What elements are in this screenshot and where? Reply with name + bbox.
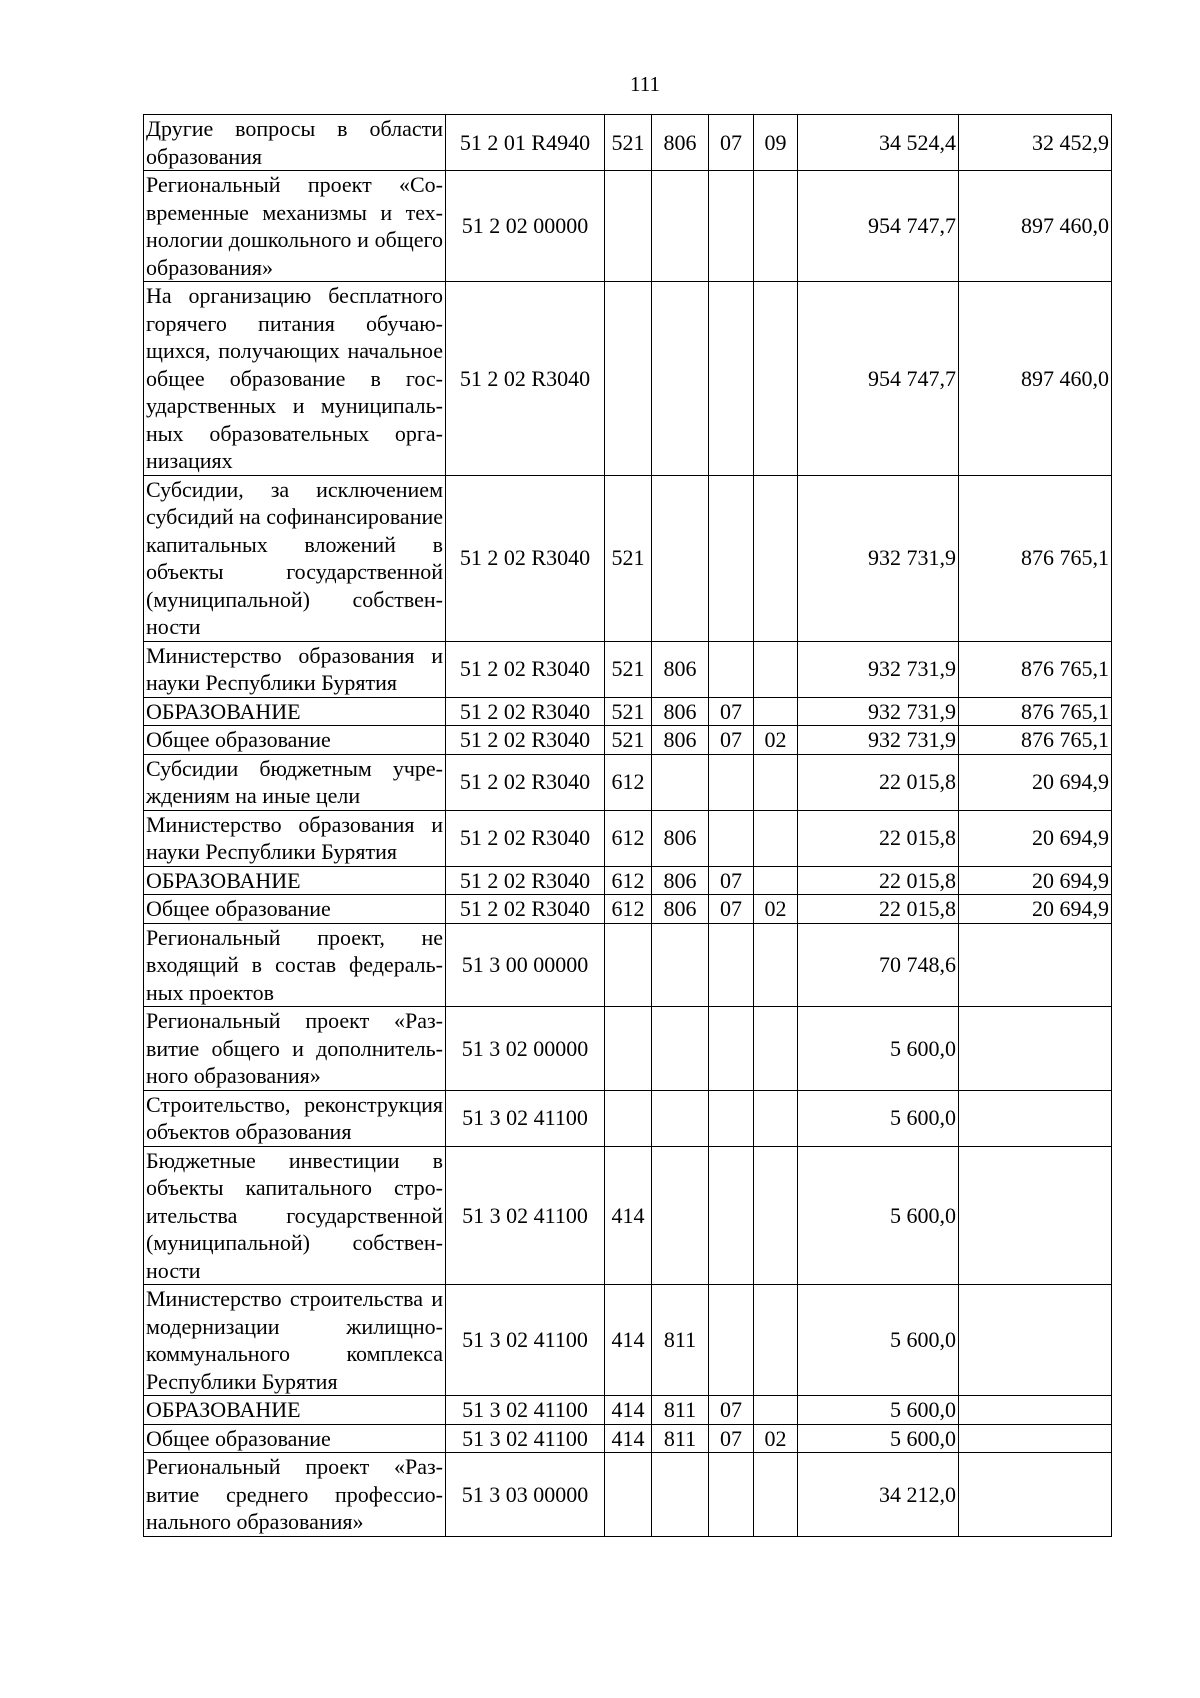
amount-2-cell [959,1453,1112,1537]
subsection-cell: 02 [754,895,798,924]
amount-1-cell: 932 731,9 [798,475,959,641]
amount-1-cell: 954 747,7 [798,171,959,282]
amount-1-cell: 70 748,6 [798,923,959,1007]
target-article-cell: 51 2 02 R3040 [446,895,605,924]
table-row [144,1007,1112,1091]
amount-1-cell: 5 600,0 [798,1090,959,1146]
expense-type-cell [605,1453,652,1537]
ministry-code-cell: 806 [652,895,709,924]
table-row [144,923,1112,1007]
expense-type-cell: 612 [605,866,652,895]
budget-table [143,114,1112,1537]
expense-type-cell: 521 [605,115,652,171]
amount-2-cell: 20 694,9 [959,866,1112,895]
row-name-cell: Бюджетные инвестиции в объекты капитального строительства государственной (муниципальной) собственности [144,1146,446,1285]
subsection-cell [754,1090,798,1146]
table-row [144,1396,1112,1425]
ministry-code-cell [652,1453,709,1537]
amount-1-cell: 5 600,0 [798,1396,959,1425]
amount-1-cell: 22 015,8 [798,895,959,924]
section-cell: 07 [709,866,754,895]
amount-1-cell: 22 015,8 [798,754,959,810]
target-article-cell: 51 3 02 41100 [446,1090,605,1146]
expense-type-cell: 414 [605,1396,652,1425]
amount-1-cell: 5 600,0 [798,1007,959,1091]
row-name-cell: Субсидии, за исключением субсидий на софинансирование капитальных вложений в объекты государственной (муниципальной) собственности [144,475,446,641]
subsection-cell [754,810,798,866]
amount-2-cell: 876 765,1 [959,475,1112,641]
target-article-cell: 51 2 02 R3040 [446,754,605,810]
section-cell: 07 [709,895,754,924]
amount-1-cell: 34 212,0 [798,1453,959,1537]
subsection-cell: 09 [754,115,798,171]
table-row [144,1090,1112,1146]
target-article-cell: 51 3 02 41100 [446,1285,605,1396]
row-name-cell: Региональный проект, не входящий в состав федеральных проектов [144,923,446,1007]
amount-1-cell: 5 600,0 [798,1424,959,1453]
amount-2-cell: 876 765,1 [959,641,1112,697]
amount-2-cell: 876 765,1 [959,697,1112,726]
amount-1-cell: 932 731,9 [798,726,959,755]
page-number: 111 [630,72,660,96]
table-row [144,1285,1112,1396]
ministry-code-cell: 806 [652,810,709,866]
expense-type-cell [605,1090,652,1146]
target-article-cell: 51 3 02 00000 [446,1007,605,1091]
ministry-code-cell [652,475,709,641]
amount-2-cell: 20 694,9 [959,754,1112,810]
row-name-cell: ОБРАЗОВАНИЕ [144,866,446,895]
section-cell [709,1090,754,1146]
section-cell [709,475,754,641]
amount-2-cell [959,1007,1112,1091]
table-row [144,866,1112,895]
amount-2-cell: 897 460,0 [959,282,1112,476]
ministry-code-cell: 811 [652,1285,709,1396]
amount-1-cell: 932 731,9 [798,641,959,697]
expense-type-cell: 521 [605,641,652,697]
expense-type-cell: 612 [605,895,652,924]
table-row [144,810,1112,866]
section-cell [709,923,754,1007]
table-row [144,754,1112,810]
ministry-code-cell: 806 [652,641,709,697]
target-article-cell: 51 2 02 R3040 [446,810,605,866]
expense-type-cell: 612 [605,810,652,866]
target-article-cell: 51 2 02 R3040 [446,726,605,755]
section-cell [709,641,754,697]
ministry-code-cell: 811 [652,1396,709,1425]
row-name-cell: Субсидии бюджетным учреждениям на иные цели [144,754,446,810]
subsection-cell [754,1146,798,1285]
amount-2-cell: 897 460,0 [959,171,1112,282]
section-cell [709,1007,754,1091]
row-name-cell: Общее образование [144,726,446,755]
expense-type-cell: 521 [605,475,652,641]
expense-type-cell: 521 [605,726,652,755]
row-name-cell: Министерство образования и науки Республики Бурятия [144,641,446,697]
ministry-code-cell: 806 [652,115,709,171]
target-article-cell: 51 2 01 R4940 [446,115,605,171]
table-row [144,171,1112,282]
section-cell: 07 [709,697,754,726]
section-cell [709,282,754,476]
amount-1-cell: 22 015,8 [798,866,959,895]
table-row [144,895,1112,924]
ministry-code-cell [652,1146,709,1285]
row-name-cell: Региональный проект «Современные механизмы и технологии дошкольного и общего образования» [144,171,446,282]
subsection-cell [754,475,798,641]
table-row [144,1146,1112,1285]
row-name-cell: ОБРАЗОВАНИЕ [144,697,446,726]
section-cell [709,1146,754,1285]
section-cell [709,810,754,866]
expense-type-cell: 414 [605,1146,652,1285]
section-cell [709,754,754,810]
subsection-cell [754,641,798,697]
subsection-cell [754,1285,798,1396]
subsection-cell [754,1453,798,1537]
expense-type-cell: 414 [605,1424,652,1453]
expense-type-cell [605,1007,652,1091]
subsection-cell [754,866,798,895]
target-article-cell: 51 2 02 R3040 [446,641,605,697]
subsection-cell [754,282,798,476]
target-article-cell: 51 2 02 R3040 [446,866,605,895]
expense-type-cell [605,171,652,282]
amount-2-cell: 876 765,1 [959,726,1112,755]
row-name-cell: На организацию бесплатного горячего питания обучающихся, получающих начальное общее образование в государственных и муниципальных образовательных организациях [144,282,446,476]
expense-type-cell [605,923,652,1007]
amount-1-cell: 22 015,8 [798,810,959,866]
amount-2-cell [959,1396,1112,1425]
amount-1-cell: 932 731,9 [798,697,959,726]
row-name-cell: Общее образование [144,1424,446,1453]
target-article-cell: 51 3 03 00000 [446,1453,605,1537]
amount-2-cell: 20 694,9 [959,895,1112,924]
expense-type-cell: 521 [605,697,652,726]
amount-2-cell [959,1285,1112,1396]
ministry-code-cell [652,754,709,810]
row-name-cell: Министерство образования и науки Республики Бурятия [144,810,446,866]
ministry-code-cell: 811 [652,1424,709,1453]
section-cell [709,1453,754,1537]
table-row [144,1424,1112,1453]
section-cell: 07 [709,726,754,755]
amount-2-cell: 20 694,9 [959,810,1112,866]
section-cell [709,1285,754,1396]
section-cell [709,171,754,282]
amount-1-cell: 5 600,0 [798,1146,959,1285]
expense-type-cell [605,282,652,476]
table-row [144,697,1112,726]
target-article-cell: 51 2 02 R3040 [446,282,605,476]
target-article-cell: 51 3 00 00000 [446,923,605,1007]
ministry-code-cell [652,171,709,282]
subsection-cell [754,1396,798,1425]
table-row [144,115,1112,171]
ministry-code-cell: 806 [652,697,709,726]
target-article-cell: 51 2 02 R3040 [446,475,605,641]
ministry-code-cell [652,282,709,476]
target-article-cell: 51 3 02 41100 [446,1146,605,1285]
row-name-cell: Региональный проект «Развитие общего и дополнительного образования» [144,1007,446,1091]
amount-2-cell [959,923,1112,1007]
section-cell: 07 [709,115,754,171]
subsection-cell [754,697,798,726]
table-row [144,475,1112,641]
amount-2-cell: 32 452,9 [959,115,1112,171]
subsection-cell [754,171,798,282]
amount-1-cell: 34 524,4 [798,115,959,171]
expense-type-cell: 414 [605,1285,652,1396]
amount-1-cell: 5 600,0 [798,1285,959,1396]
row-name-cell: ОБРАЗОВАНИЕ [144,1396,446,1425]
table-row [144,282,1112,476]
table-row [144,641,1112,697]
row-name-cell: Строительство, реконструкция объектов образования [144,1090,446,1146]
row-name-cell: Региональный проект «Развитие среднего профессионального образования» [144,1453,446,1537]
amount-2-cell [959,1090,1112,1146]
subsection-cell: 02 [754,726,798,755]
subsection-cell [754,1007,798,1091]
row-name-cell: Министерство строительства и модернизации жилищно-коммунального комплекса Республики Бурятия [144,1285,446,1396]
target-article-cell: 51 2 02 R3040 [446,697,605,726]
table-row [144,1453,1112,1537]
row-name-cell: Общее образование [144,895,446,924]
ministry-code-cell: 806 [652,726,709,755]
amount-2-cell [959,1146,1112,1285]
target-article-cell: 51 2 02 00000 [446,171,605,282]
ministry-code-cell [652,1007,709,1091]
subsection-cell: 02 [754,1424,798,1453]
amount-1-cell: 954 747,7 [798,282,959,476]
target-article-cell: 51 3 02 41100 [446,1396,605,1425]
subsection-cell [754,923,798,1007]
section-cell: 07 [709,1396,754,1425]
table-row [144,726,1112,755]
target-article-cell: 51 3 02 41100 [446,1424,605,1453]
ministry-code-cell: 806 [652,866,709,895]
expense-type-cell: 612 [605,754,652,810]
amount-2-cell [959,1424,1112,1453]
ministry-code-cell [652,1090,709,1146]
row-name-cell: Другие вопросы в области образования [144,115,446,171]
table-body [144,115,1112,1537]
section-cell: 07 [709,1424,754,1453]
subsection-cell [754,754,798,810]
ministry-code-cell [652,923,709,1007]
